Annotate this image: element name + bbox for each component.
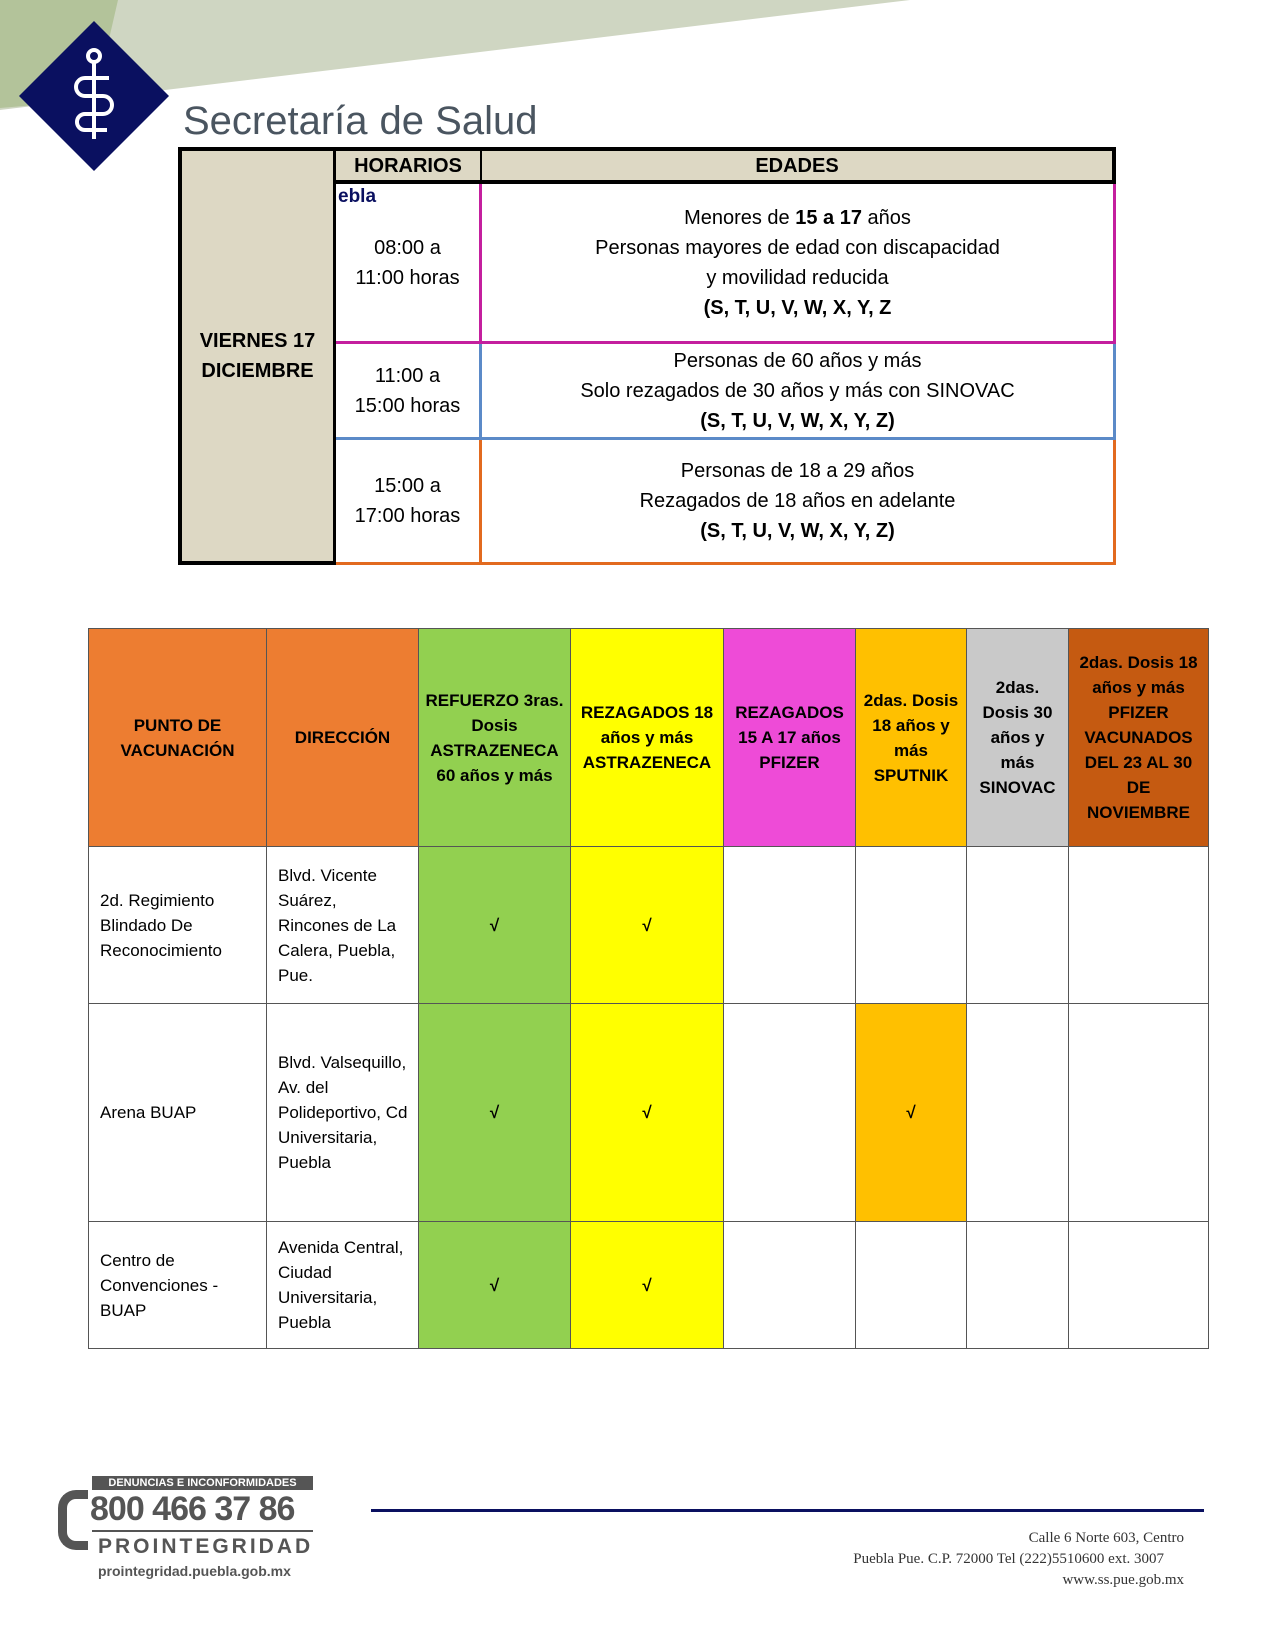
site-name: Centro de Convenciones - BUAP <box>88 1221 267 1349</box>
check-mark: √ <box>418 846 571 1004</box>
footer-address: Calle 6 Norte 603, Centro Puebla Pue. C.P. 72000 Tel (222)5510600 ext. 3007 www.ss.pue.gob.mx <box>853 1530 1184 1588</box>
empty-cell <box>855 1221 967 1349</box>
header-ages: EDADES <box>482 147 1116 184</box>
check-mark: √ <box>570 846 724 1004</box>
org-name: Secretaría <box>183 99 368 143</box>
check-mark: √ <box>570 1003 724 1222</box>
empty-cell <box>723 1221 856 1349</box>
empty-cell <box>723 1003 856 1222</box>
site-address: Blvd. Vicente Suárez, Rincones de La Calera, Puebla, Pue. <box>266 846 419 1004</box>
empty-cell <box>966 846 1069 1004</box>
empty-cell <box>1068 1003 1209 1222</box>
ages-cell: Personas de 60 años y más Solo rezagados de 30 años y más con SINOVAC (S, T, U, V, W, X, Y, Z) <box>482 344 1116 440</box>
site-address: Avenida Central, Ciudad Universitaria, Puebla <box>266 1221 419 1349</box>
caduceus-logo <box>19 21 169 171</box>
column-header: REZAGADOS 18 años y más ASTRAZENECA <box>570 628 724 847</box>
column-header: DIRECCIÓN <box>266 628 419 847</box>
empty-cell <box>966 1003 1069 1222</box>
ages-cell: Personas de 18 a 29 años Rezagados de 18 años en adelante (S, T, U, V, W, X, Y, Z) <box>482 440 1116 565</box>
hours-cell: 11:00 a 15:00 horas <box>336 344 482 440</box>
empty-cell <box>1068 846 1209 1004</box>
site-name: 2d. Regimiento Blindado De Reconocimiento <box>88 846 267 1004</box>
empty-cell <box>855 846 967 1004</box>
check-mark: √ <box>418 1003 571 1222</box>
site-address: Blvd. Valsequillo, Av. del Polideportivo, Cd Universitaria, Puebla <box>266 1003 419 1222</box>
column-header: REFUERZO 3ras. Dosis ASTRAZENECA 60 años y más <box>418 628 571 847</box>
org-state-partial: ebla <box>338 186 377 207</box>
org-title <box>183 98 537 144</box>
column-header: REZAGADOS 15 A 17 años PFIZER <box>723 628 856 847</box>
column-header: PUNTO DE VACUNACIÓN <box>88 628 267 847</box>
phone-icon <box>58 1490 88 1550</box>
hours-cell: 15:00 a 17:00 horas <box>336 440 482 565</box>
empty-cell <box>723 846 856 1004</box>
ages-cell: Menores de 15 a 17 años Personas mayores de edad con discapacidad y movilidad reducida (S, T, U, V, W, X, Y, Z <box>482 184 1116 344</box>
complaints-badge: DENUNCIAS E INCONFORMIDADES <box>92 1476 313 1490</box>
column-header: 2das. Dosis 18 años y más PFIZER VACUNADOS DEL 23 AL 30 DE NOVIEMBRE <box>1068 628 1209 847</box>
empty-cell <box>966 1221 1069 1349</box>
hotline-number: 800 466 37 86 <box>90 1490 295 1528</box>
prointegridad-link[interactable]: prointegridad.puebla.gob.mx <box>98 1563 291 1579</box>
site-name: Arena BUAP <box>88 1003 267 1222</box>
column-header: 2das. Dosis 30 años y más SINOVAC <box>966 628 1069 847</box>
column-header: 2das. Dosis 18 años y más SPUTNIK <box>855 628 967 847</box>
hours-cell: 08:00 a 11:00 horas <box>336 184 482 344</box>
check-mark: √ <box>855 1003 967 1222</box>
check-mark: √ <box>418 1221 571 1349</box>
prointegridad-brand: PROINTEGRIDAD <box>98 1535 314 1558</box>
org-name-partial: de Salud <box>379 99 538 143</box>
footer-divider <box>371 1509 1204 1512</box>
day-label: VIERNES 17 DICIEMBRE <box>178 147 336 565</box>
empty-cell <box>1068 1221 1209 1349</box>
check-mark: √ <box>570 1221 724 1349</box>
header-hours: HORARIOS <box>336 147 482 184</box>
